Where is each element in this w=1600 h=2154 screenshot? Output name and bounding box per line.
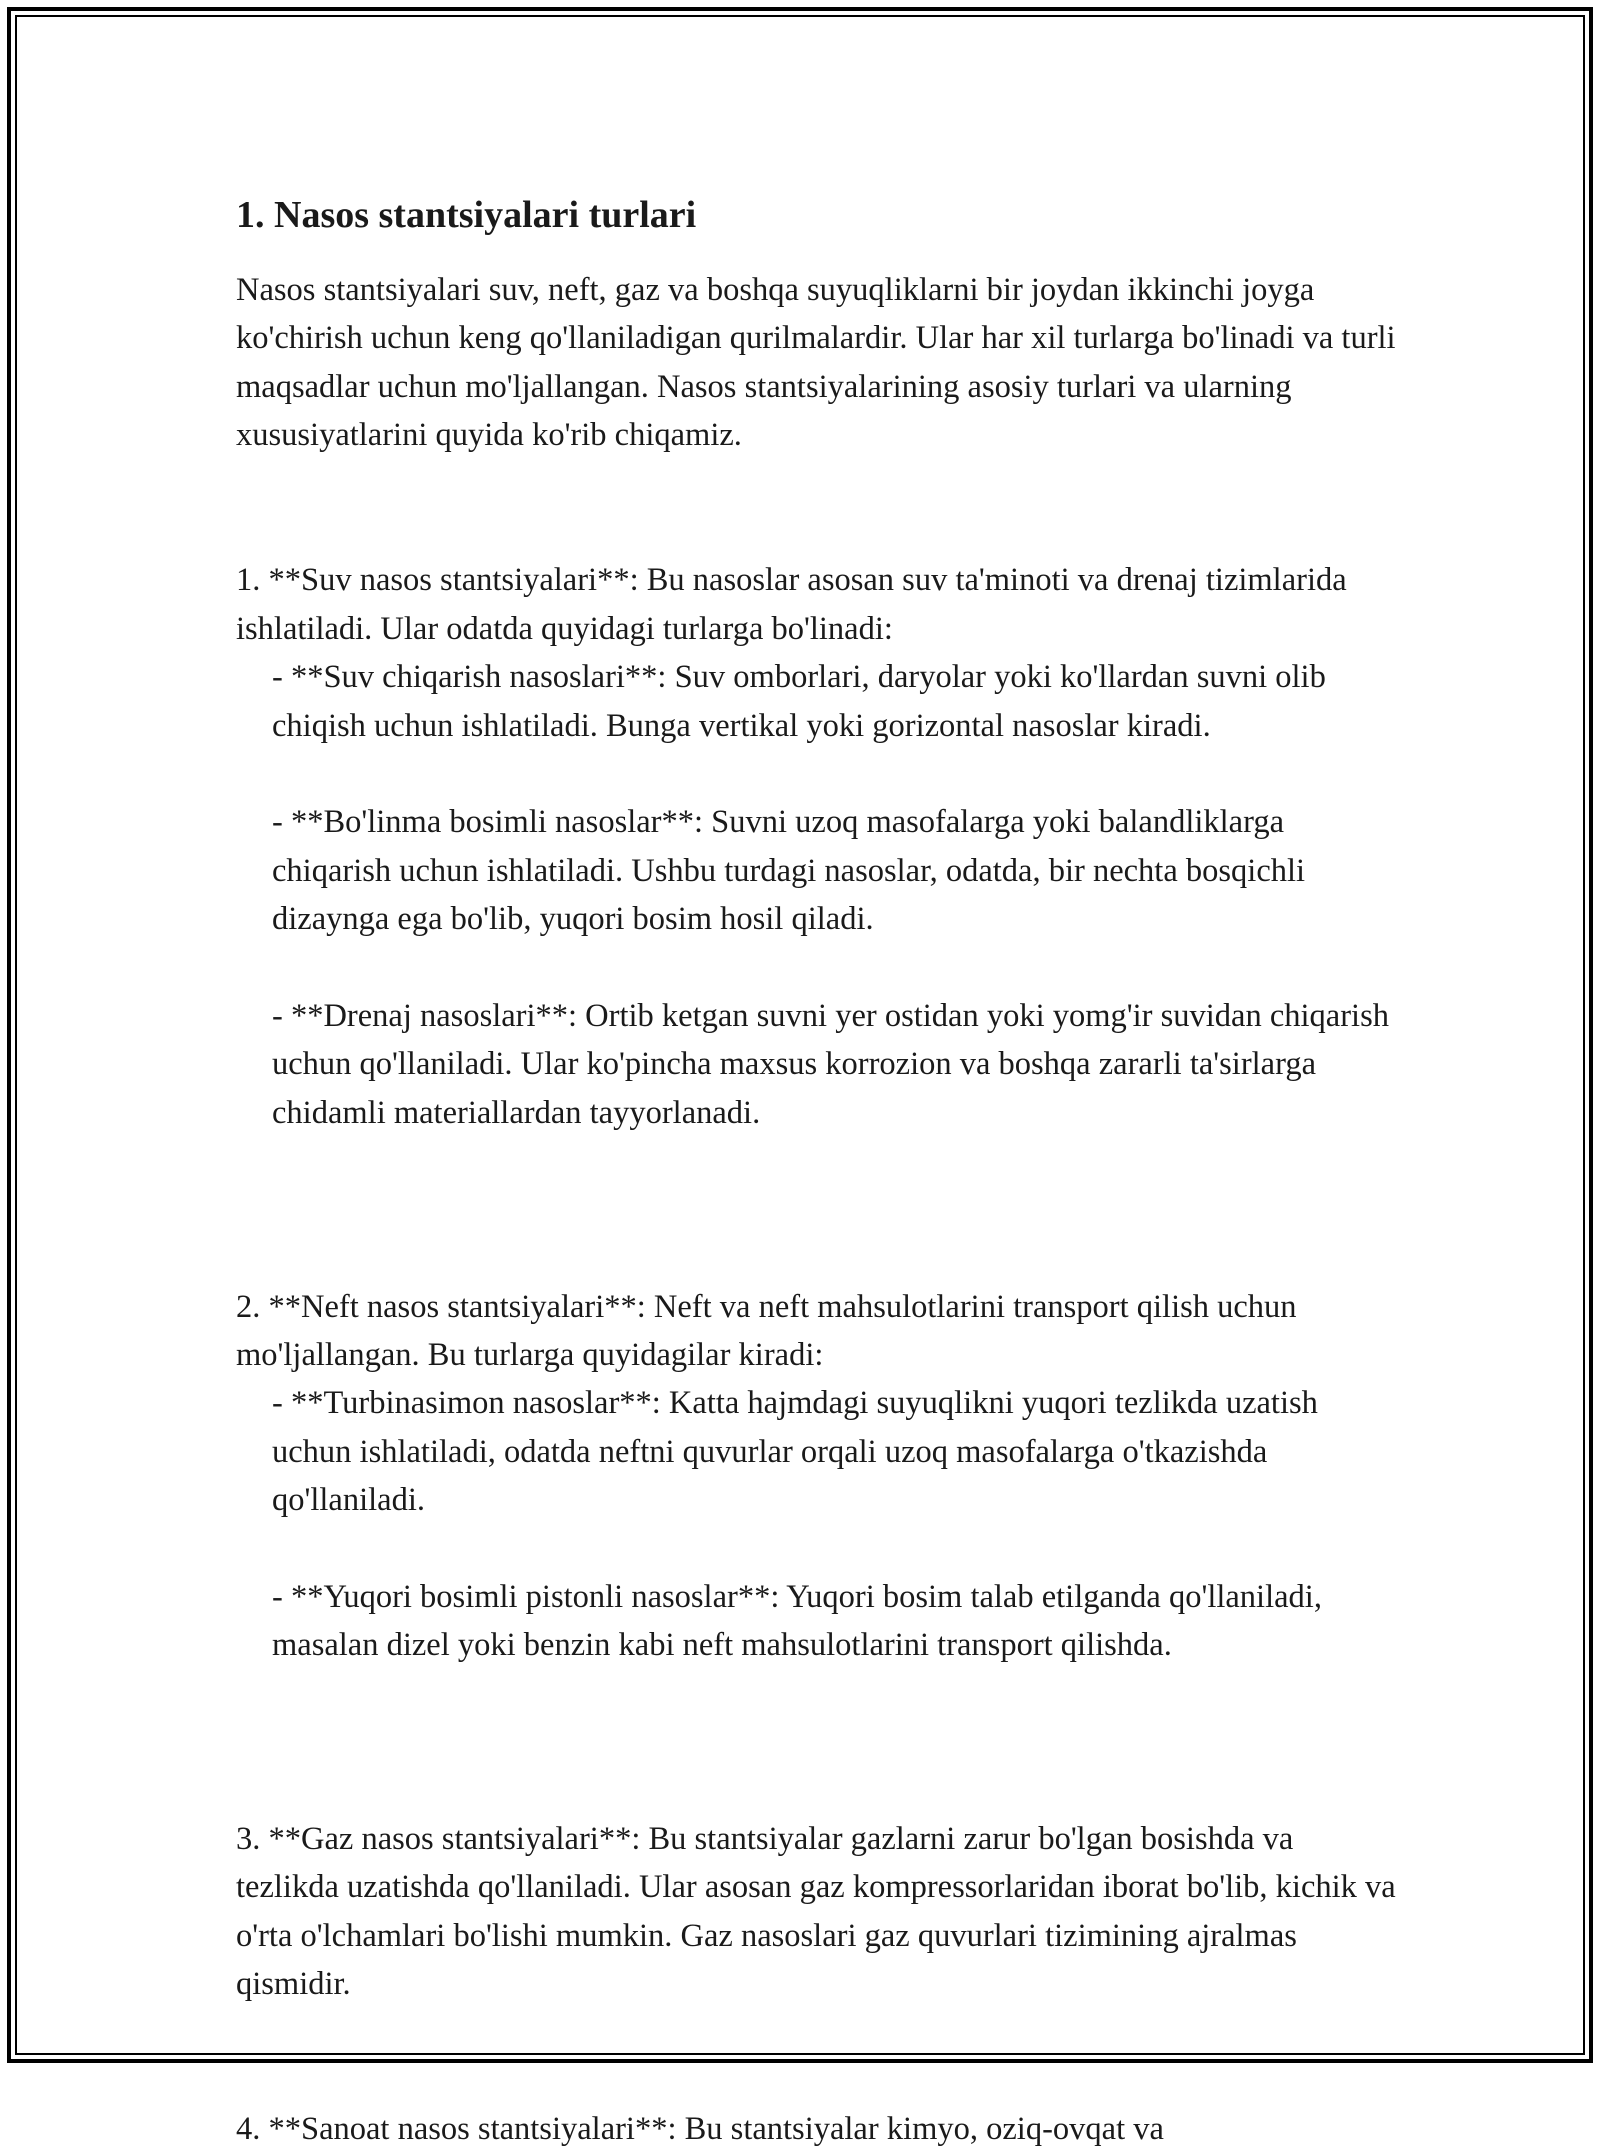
- section-lead: 3. **Gaz nasos stantsiyalari**: Bu stantsiyalar gazlarni zarur bo'lgan bosishda va tezlikda uzatishda qo'llaniladi. Ular asosan gaz kompressorlaridan iborat bo'lib, kichik va o'rta o'lchamlari bo'lishi mumkin. Gaz nasoslari gaz quvurlari tizimining ajralmas qismidir.: [236, 1820, 1396, 2003]
- section-oil-pumps: [236, 1234, 1396, 1718]
- section-industrial-pumps: [236, 2057, 1396, 2154]
- section-water-pumps: [236, 508, 1396, 1186]
- section-lead: 4. **Sanoat nasos stantsiyalari**: Bu stantsiyalar kimyo, oziq-ovqat va: [236, 2111, 1164, 2148]
- list-item: - **Drenaj nasoslari**: Ortib ketgan suvni yer ostidan yoki yomg'ir suvidan chiqarish uchun qo'llaniladi. Ular ko'pincha maxsus korrozion va boshqa zararli ta'sirlarga chidamli materiallardan tayyorlanadi.: [272, 998, 1389, 1131]
- section-gas-pumps: [236, 1767, 1396, 2009]
- document-body: [236, 188, 1396, 2154]
- list-item: - **Yuqori bosimli pistonli nasoslar**: Yuqori bosim talab etilganda qo'llaniladi, masalan dizel yoki benzin kabi neft mahsulotlarini transport qilishda.: [272, 1578, 1322, 1664]
- section-lead: 2. **Neft nasos stantsiyalari**: Neft va neft mahsulotlarini transport qilish uchun mo'ljallangan. Bu turlarga quyidagilar kiradi:: [236, 1288, 1297, 1373]
- list-item: - **Bo'linma bosimli nasoslar**: Suvni uzoq masofalarga yoki balandliklarga chiqarish uchun ishlatiladi. Ushbu turdagi nasoslar, odatda, bir nechta bosqichli dizaynga ega bo'lib, yuqori bosim hosil qiladi.: [272, 804, 1306, 938]
- section-lead: 1. **Suv nasos stantsiyalari**: Bu nasoslar asosan suv ta'minoti va drenaj tizimlarida ishlatiladi. Ular odatda quyidagi turlarga bo'linadi:: [236, 562, 1347, 647]
- section-heading: 1. Nasos stantsiyalari turlari: [236, 194, 697, 236]
- list-item: - **Suv chiqarish nasoslari**: Suv omborlari, daryolar yoki ko'llardan suvni olib chiqish uchun ishlatiladi. Bunga vertikal yoki gorizontal nasoslar kiradi.: [272, 659, 1326, 744]
- list-item: - **Turbinasimon nasoslar**: Katta hajmdagi suyuqlikni yuqori tezlikda uzatish uchun ishlatiladi, odatda neftni quvurlar orqali uzoq masofalarga o'tkazishda qo'llaniladi.: [272, 1385, 1318, 1519]
- intro-paragraph: Nasos stantsiyalari suv, neft, gaz va boshqa suyuqliklarni bir joydan ikkinchi joyga ko'chirish uchun keng qo'llaniladigan qurilmalardir. Ular har xil turlarga bo'linadi va turli maqsadlar uchun mo'ljallangan. Nasos stantsiyalarining asosiy turlari va ularning xususiyatlarini quyida ko'rib chiqamiz.: [236, 272, 1396, 454]
